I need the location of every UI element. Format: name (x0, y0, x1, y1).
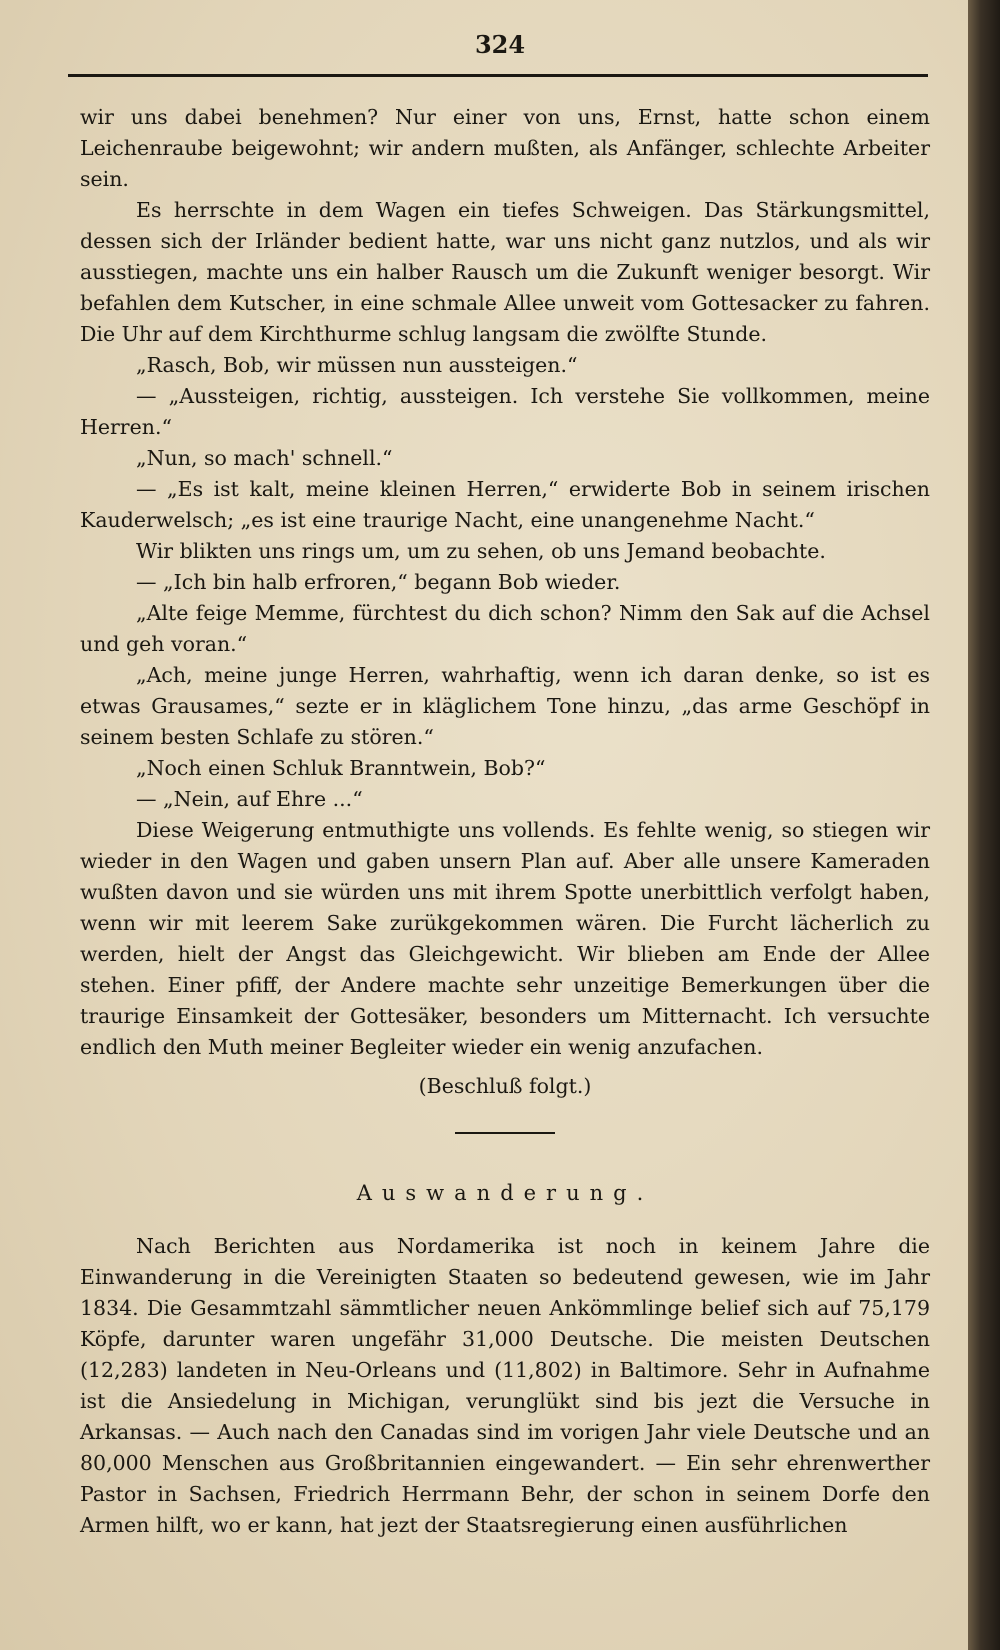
dialogue-line: „Nun, so mach' schnell.“ (136, 446, 393, 470)
story-paragraph: Es herrschte in dem Wagen ein tiefes Schweigen. Das Stärkungsmittel, dessen sich der Irländer bedient hatte, war uns nicht ganz nutzlos, und als wir ausstiegen, machte uns ein halber Rausch um die Zukunft weniger besorgt. Wir befahlen dem Kutscher, in eine schmale Allee unweit vom Gottesacker zu fahren. Die Uhr auf dem Kirchthurme schlug langsam die zwölfte Stunde. (80, 198, 930, 346)
dialogue-line: „Noch einen Schluk Branntwein, Bob?“ (136, 756, 546, 780)
section-divider (455, 1132, 555, 1134)
section-paragraph: Nach Berichten aus Nordamerika ist noch in keinem Jahre die Einwanderung in die Vereinigten Staaten so bedeutend gewesen, wie im Jahr 1834. Die Gesammtzahl sämmtlicher neuen Ankömmlinge belief sich auf 75,179 Köpfe, darunter waren ungefähr 31,000 Deutsche. Die meisten Deutschen (12,283) landeten in Neu-Orleans und (11,802) in Baltimore. Sehr in Aufnahme ist die Ansiedelung in Michigan, verunglükt sind bis jezt die Versuche in Arkansas. — Auch nach den Canadas sind im vorigen Jahr viele Deutsche und an 80,000 Menschen aus Großbritannien eingewandert. — Ein sehr ehrenwerther Pastor in Sachsen, Friedrich Herrmann Behr, der schon in seinem Dorfe den Armen hilft, wo er kann, hat jezt der Staatsregierung einen ausführlichen (80, 1234, 930, 1537)
dialogue-line: „Ach, meine junge Herren, wahrhaftig, wenn ich daran denke, so ist es etwas Grausames,“ sezte er in kläglichem Tone hinzu, „das arme Geschöpf in seinem besten Schlafe zu stören.“ (80, 663, 930, 749)
header-rule (68, 74, 928, 77)
story-paragraph: Diese Weigerung entmuthigte uns vollends. Es fehlte wenig, so stiegen wir wieder in den Wagen und gaben unsern Plan auf. Aber alle unsere Kameraden wußten davon und sie würden uns mit ihrem Spotte unerbittlich verfolgt haben, wenn wir mit leerem Sake zurükgekommen wären. Die Furcht lächerlich zu werden, hielt der Angst das Gleichgewicht. Wir blieben am Ende der Allee stehen. Einer pfiff, der Andere machte sehr unzeitige Bemerkungen über die traurige Einsamkeit der Gottesäker, besonders um Mitternacht. Ich versuchte endlich den Muth meiner Begleiter wieder ein wenig anzufachen. (80, 818, 930, 1059)
dialogue-line: „Rasch, Bob, wir müssen nun aussteigen.“ (136, 353, 578, 377)
dialogue-line: „Alte feige Memme, fürchtest du dich schon? Nimm den Sak auf die Achsel und geh voran.“ (80, 601, 930, 656)
book-spine-edge (968, 0, 1000, 1650)
dialogue-line: — „Nein, auf Ehre ...“ (136, 787, 363, 811)
dialogue-line: — „Es ist kalt, meine kleinen Herren,“ erwiderte Bob in seinem irischen Kauderwelsch; „es ist eine traurige Nacht, eine unangenehme Nacht.“ (80, 477, 930, 532)
page-number: 324 (474, 30, 526, 59)
body-text (80, 102, 930, 1541)
dialogue-line: — „Ich bin halb erfroren,“ begann Bob wieder. (136, 570, 621, 594)
section-title: Auswanderung. (356, 1181, 654, 1205)
story-paragraph: wir uns dabei benehmen? Nur einer von uns, Ernst, hatte schon einem Leichenraube beigewohnt; wir andern mußten, als Anfänger, schlechte Arbeiter sein. (80, 105, 930, 191)
story-paragraph: Wir blikten uns rings um, um zu sehen, ob uns Jemand beobachte. (136, 539, 826, 563)
continued-note: (Beschluß folgt.) (418, 1074, 592, 1098)
dialogue-line: — „Aussteigen, richtig, aussteigen. Ich verstehe Sie vollkommen, meine Herren.“ (80, 384, 930, 439)
